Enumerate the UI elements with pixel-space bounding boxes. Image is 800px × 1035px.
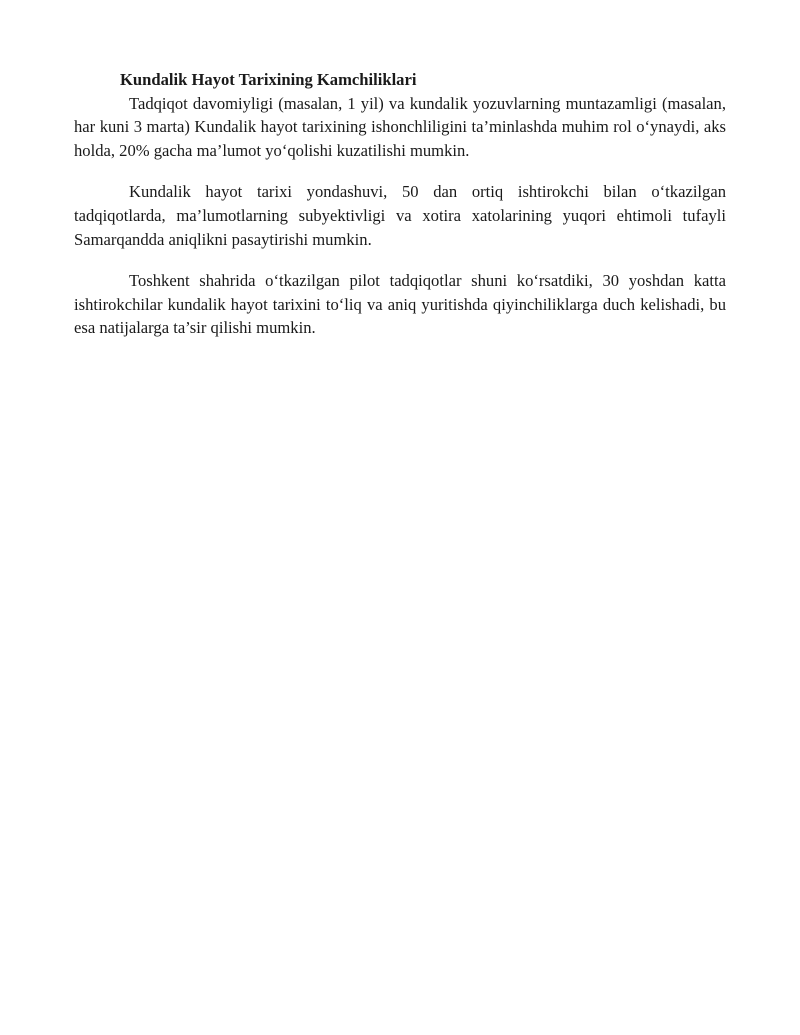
paragraph-3: Toshkent shahrida oʻtkazilgan pilot tadqiqotlar shuni koʻrsatdiki, 30 yoshdan katta ishtirokchilar kundalik hayot tarixini toʻliq va aniq yuritishda qiyinchiliklarga duch kelishadi, bu esa natijalarga ta’sir qilishi mumkin.	[74, 271, 726, 338]
paragraph-2: Kundalik hayot tarixi yondashuvi, 50 dan ortiq ishtirokchi bilan oʻtkazilgan tadqiqotlarda, ma’lumotlarning subyektivligi va xotira xatolarining yuqori ehtimoli tufayli Samarqandda aniqlikni pasaytirishi mumkin.	[74, 182, 726, 249]
document-title: Kundalik Hayot Tarixining Kamchiliklari	[120, 70, 417, 89]
paragraph-1: Tadqiqot davomiyligi (masalan, 1 yil) va kundalik yozuvlarning muntazamligi (masalan, har kuni 3 marta) Kundalik hayot tarixining ishonchliligini ta’minlashda muhim rol oʻynaydi, aks holda, 20% gacha ma’lumot yoʻqolishi kuzatilishi mumkin.	[74, 93, 726, 160]
document-body	[74, 68, 726, 358]
